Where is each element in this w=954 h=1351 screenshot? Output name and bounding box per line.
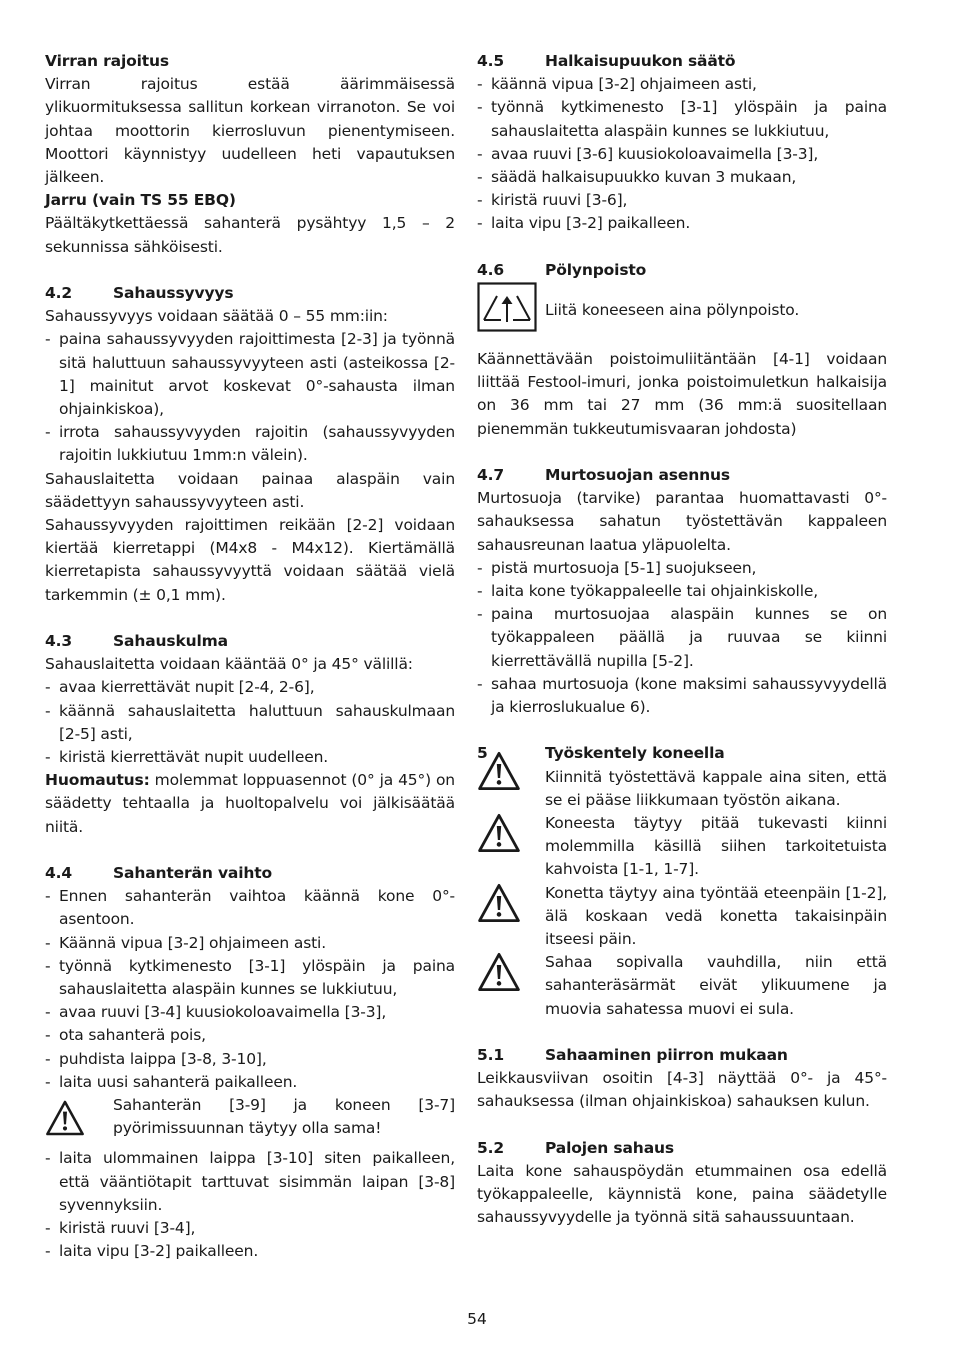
list-item: - avaa ruuvi [3-4] kuusiokoloavaimella [3-3], [45, 1003, 387, 1022]
section-number: 5 [477, 744, 488, 763]
warning-block [45, 1094, 455, 1147]
list-item: - kiristä ruuvi [3-4], [45, 1218, 196, 1237]
list-item: - työnnä kytkimenesto [3-1] ylöspäin ja paina sahauslaitetta alaspäin kunnes se lukkiutuu, [477, 98, 887, 140]
section-heading-4-7 [477, 464, 887, 487]
left-column [45, 50, 455, 1263]
paragraph: Käännettävään poistoimuliitäntään [4-1] voidaan liittää Festool-imuri, jonka poistoimuletkun halkaisija on 36 mm tai 27 mm (36 mm:ä suositellaan pienemmän tukkeutumisvaaran johdosta) [477, 350, 887, 438]
heading-jarru: Jarru (vain TS 55 EBQ) [45, 191, 236, 210]
list-item: - paina murtosuojaa alaspäin kunnes se on työkappaleen päällä ja ruuvaa se kiinni kierrettävällä nupilla [5-2]. [477, 605, 887, 670]
dust-extraction-icon [477, 282, 545, 339]
section-title: Sahanterän vaihto [113, 864, 273, 883]
list-item: - kiristä ruuvi [3-6], [477, 191, 628, 210]
paragraph: Leikkausviivan osoitin [4-3] näyttää 0°- ja 45°-sahauksessa (ilman ohjainkiskoa) sahauksen kulun. [477, 1069, 887, 1111]
warning-block [477, 766, 887, 812]
warning-text: Kiinnitä työstettävä kappale aina siten, että se ei pääse liikkumaan työstön aikana. [545, 767, 887, 809]
list-item: - laita vipu [3-2] paikalleen. [45, 1242, 259, 1261]
section-title: Sahaaminen piirron mukaan [545, 1046, 788, 1065]
section-title: Pölynpoisto [545, 260, 647, 279]
paragraph: Sahaussyvyys voidaan säätää 0 – 55 mm:iin: [45, 307, 388, 326]
section-heading-4-6 [477, 259, 887, 282]
list-item: - Käännä vipua [3-2] ohjaimeen asti. [45, 933, 326, 952]
section-heading-4-2 [45, 282, 455, 305]
section-heading-5-2 [477, 1137, 887, 1160]
paragraph: Sahauslaitetta voidaan kääntää 0° ja 45° välillä: [45, 655, 413, 674]
note-label: Huomautus: [45, 771, 150, 790]
warning-text: Sahaa sopivalla vauhdilla, niin että sahanteräsärmät eivät ylikuumene ja muovia sahatessa muovi ei sula. [545, 953, 887, 1018]
section-heading-4-5 [477, 50, 887, 73]
section-number: 5.2 [477, 1138, 505, 1157]
note-text: molemmat loppuasennot (0° ja 45°) on säädetty tehtaalla ja huoltopalvelu voi jälkisäätää niitä. [45, 771, 455, 836]
list-item: - käännä sahauslaitetta haluttuun sahauskulmaan [2-5] asti, [45, 701, 455, 743]
list-item: - laita ulommainen laippa [3-10] siten paikalleen, että vääntiötapit tarttuvat sisimmän laipan [3-8] syvennyksiin. [45, 1149, 455, 1214]
paragraph: Laita kone sahauspöydän etummainen osa edellä työkappaleelle, käynnistä kone, paina säädetylle sahaussyvyydelle ja työnnä sitä sahaussuuntaan. [477, 1162, 887, 1227]
warning-block [477, 812, 887, 882]
section-title: Murtosuojan asennus [545, 466, 730, 485]
section-number: 4.4 [45, 864, 73, 883]
dust-extraction-notice [477, 282, 887, 340]
list-item: - laita uusi sahanterä paikalleen. [45, 1072, 298, 1091]
warning-block [477, 951, 887, 1021]
section-number: 5.1 [477, 1046, 505, 1065]
section-heading-5 [477, 742, 887, 765]
list-item: - työnnä kytkimenesto [3-1] ylöspäin ja paina sahauslaitetta alaspäin kunnes se lukkiutuu, [45, 956, 455, 999]
dust-extraction-text: Liitä koneeseen aina pölynpoisto. [545, 301, 800, 320]
section-heading-4-3 [45, 630, 455, 653]
warning-triangle-icon [477, 812, 545, 882]
list-item: - laita vipu [3-2] paikalleen. [477, 214, 691, 233]
paragraph-virran-rajoitus: Virran rajoitus estää äärimmäisessä ylikuormituksessa sallitun korkean virranoton. Se voi johtaa moottorin kierrosluvun pienentymiseen. Moottori käynnistyy uudelleen heti vapautuksen jälkeen. [45, 75, 455, 187]
list-item: - pistä murtosuoja [5-1] suojukseen, [477, 558, 757, 577]
section-number: 4.6 [477, 260, 505, 279]
list-item: - sahaa murtosuoja (kone maksimi sahaussyvyydellä ja kierroslukualue 6). [477, 674, 887, 717]
section-number: 4.3 [45, 632, 73, 651]
paragraph: Murtosuoja (tarvike) parantaa huomattavasti 0°-sahauksessa sahatun työstettävän kappaleen sahausreunan laatua yläpuolelta. [477, 489, 887, 554]
warning-triangle-icon [45, 1094, 113, 1147]
warning-triangle-icon [477, 951, 545, 1021]
section-title: Sahaussyvyys [113, 284, 234, 303]
warning-block [477, 882, 887, 952]
section-title: Työskentely koneella [545, 744, 725, 763]
list-item: - puhdista laippa [3-8, 3-10], [45, 1049, 267, 1068]
warning-text: Konetta täytyy aina työntää eteenpäin [1-2], älä koskaan vedä konetta takaisinpäin itseesi päin. [545, 883, 887, 949]
list-item: - käännä vipua [3-2] ohjaimeen asti, [477, 75, 757, 94]
list-item: - paina sahaussyvyyden rajoittimesta [2-3] ja työnnä sitä haluttuun sahaussyvyyteen asti (asteikossa [2-1] mainitut arvot koskevat 0°-sahausta ilman ohjainkiskoa), [45, 330, 455, 419]
list-item: - avaa kierrettävät nupit [2-4, 2-6], [45, 678, 315, 697]
section-title: Sahauskulma [113, 632, 228, 651]
section-number: 4.5 [477, 52, 505, 70]
section-number: 4.2 [45, 284, 73, 303]
note-paragraph [45, 769, 455, 839]
section-title: Halkaisupuukon säätö [545, 52, 736, 70]
section-heading-5-1 [477, 1044, 887, 1067]
warning-text: Koneesta täytyy pitää tukevasti kiinni molemmilla käsillä siihen tarkoitetuista kahvoista [1-1, 1-7]. [545, 814, 887, 879]
list-item: - avaa ruuvi [3-6] kuusiokoloavaimella [3-3], [477, 144, 819, 163]
list-item: - laita kone työkappaleelle tai ohjainkiskolle, [477, 582, 819, 601]
list-item: - irrota sahaussyvyyden rajoitin (sahaussyvyyden rajoitin lukkiutuu 1mm:n välein). [45, 423, 455, 465]
section-number: 4.7 [477, 466, 505, 485]
paragraph: Sahaussyvyyden rajoittimen reikään [2-2] voidaan kiertää kierretappi (M4x8 - M4x12). Kiertämällä kierretapista sahaussyvyyttä voidaan säätää vielä tarkemmin (± 0,1 mm). [45, 516, 455, 604]
heading-virran-rajoitus: Virran rajoitus [45, 52, 170, 70]
warning-triangle-icon [477, 766, 545, 812]
list-item: - ota sahanterä pois, [45, 1026, 206, 1045]
section-title: Palojen sahaus [545, 1138, 674, 1157]
paragraph-jarru: Päältäkytkettäessä sahanterä pysähtyy 1,5 – 2 sekunnissa sähköisesti. [45, 214, 455, 256]
warning-text: Sahanterän [3-9] ja koneen [3-7] pyörimissuunnan täytyy olla sama! [113, 1096, 455, 1138]
section-heading-4-4 [45, 862, 455, 885]
page-number: 54 [467, 1310, 487, 1328]
paragraph: Sahauslaitetta voidaan painaa alaspäin vain säädettyyn sahaussyvyyteen asti. [45, 469, 455, 511]
list-item: - säädä halkaisupuukko kuvan 3 mukaan, [477, 168, 797, 187]
right-column [477, 50, 887, 1230]
warning-triangle-icon [477, 882, 545, 952]
list-item: - Ennen sahanterän vaihtoa käännä kone 0°-asentoon. [45, 887, 455, 929]
list-item: - kiristä kierrettävät nupit uudelleen. [45, 748, 329, 767]
